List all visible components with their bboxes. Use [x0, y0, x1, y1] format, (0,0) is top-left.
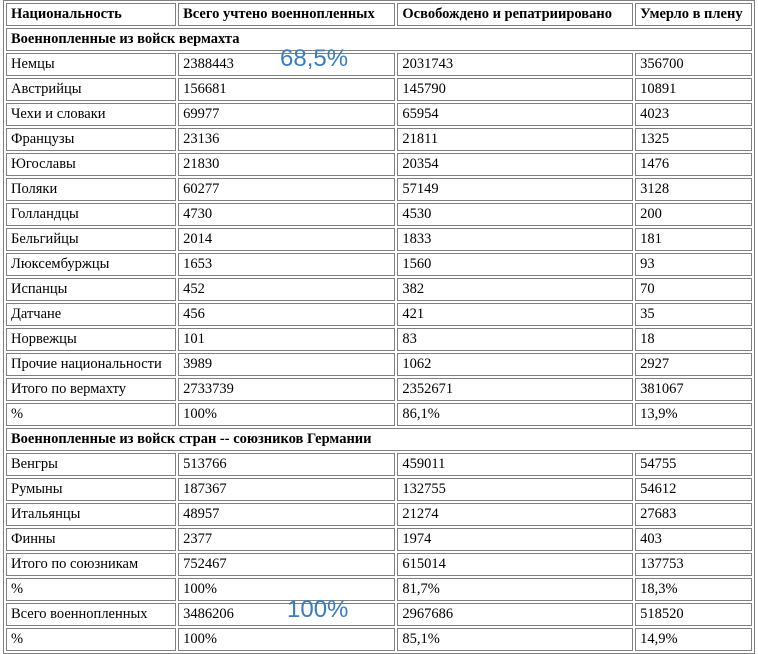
cell-released: 21274 — [397, 503, 633, 526]
cell-died: 93 — [635, 253, 752, 276]
table-row — [6, 478, 752, 501]
cell-nationality: Немцы — [6, 53, 176, 76]
cell-nationality: Испанцы — [6, 278, 176, 301]
table-row — [6, 228, 752, 251]
header-row — [6, 3, 752, 26]
header-nationality: Национальность — [6, 3, 176, 26]
cell-released: 83 — [397, 328, 633, 351]
cell-total-registered: 187367 — [178, 478, 395, 501]
cell-died: 27683 — [635, 503, 752, 526]
section-title: Военнопленные из войск стран -- союзников Германии — [6, 428, 752, 451]
cell-nationality: Поляки — [6, 178, 176, 201]
cell-total-registered: 23136 — [178, 128, 395, 151]
section-header-row — [6, 28, 752, 51]
cell-nationality: Югославы — [6, 153, 176, 176]
cell-nationality: Французы — [6, 128, 176, 151]
cell-total-registered: 156681 — [178, 78, 395, 101]
cell-released: 81,7% — [397, 578, 633, 601]
cell-total-registered: 100% — [178, 628, 395, 651]
cell-died: 18,3% — [635, 578, 752, 601]
table-row — [6, 378, 752, 401]
cell-total-registered: 101 — [178, 328, 395, 351]
cell-total-registered: 2733739 — [178, 378, 395, 401]
cell-died: 181 — [635, 228, 752, 251]
cell-released: 21811 — [397, 128, 633, 151]
cell-total-registered: 1653 — [178, 253, 395, 276]
total-share-annotation: 100% — [287, 596, 349, 623]
cell-nationality: % — [6, 628, 176, 651]
table-row — [6, 78, 752, 101]
cell-nationality: Чехи и словаки — [6, 103, 176, 126]
cell-died: 18 — [635, 328, 752, 351]
cell-total-registered: 4730 — [178, 203, 395, 226]
cell-released: 1833 — [397, 228, 633, 251]
table-row — [6, 178, 752, 201]
table-row — [6, 353, 752, 376]
cell-released: 421 — [397, 303, 633, 326]
cell-died: 14,9% — [635, 628, 752, 651]
cell-released: 382 — [397, 278, 633, 301]
cell-died: 1476 — [635, 153, 752, 176]
cell-nationality: Всего военнопленных — [6, 603, 176, 626]
table-row — [6, 53, 752, 76]
cell-died: 137753 — [635, 553, 752, 576]
cell-nationality: % — [6, 403, 176, 426]
header-released-repatriated: Освобождено и репатриировано — [397, 3, 633, 26]
cell-died: 1325 — [635, 128, 752, 151]
table-row — [6, 578, 752, 601]
cell-released: 145790 — [397, 78, 633, 101]
cell-released: 459011 — [397, 453, 633, 476]
cell-died: 3128 — [635, 178, 752, 201]
table-row — [6, 603, 752, 626]
cell-total-registered: 752467 — [178, 553, 395, 576]
cell-total-registered: 513766 — [178, 453, 395, 476]
cell-total-registered: 452 — [178, 278, 395, 301]
table-row — [6, 628, 752, 651]
cell-released: 86,1% — [397, 403, 633, 426]
cell-total-registered: 21830 — [178, 153, 395, 176]
cell-total-registered: 69977 — [178, 103, 395, 126]
cell-died: 403 — [635, 528, 752, 551]
table-row — [6, 278, 752, 301]
table-row — [6, 253, 752, 276]
cell-released: 2031743 — [397, 53, 633, 76]
cell-nationality: Австрийцы — [6, 78, 176, 101]
cell-released: 4530 — [397, 203, 633, 226]
cell-nationality: Норвежцы — [6, 328, 176, 351]
table-row — [6, 153, 752, 176]
table-row — [6, 453, 752, 476]
cell-total-registered: 48957 — [178, 503, 395, 526]
cell-released: 65954 — [397, 103, 633, 126]
cell-total-registered: 100% — [178, 578, 395, 601]
cell-nationality: Прочие национальности — [6, 353, 176, 376]
cell-nationality: Румыны — [6, 478, 176, 501]
cell-released: 1974 — [397, 528, 633, 551]
cell-nationality: Люксембуржцы — [6, 253, 176, 276]
cell-released: 20354 — [397, 153, 633, 176]
cell-total-registered: 3989 — [178, 353, 395, 376]
cell-died: 200 — [635, 203, 752, 226]
cell-nationality: Датчане — [6, 303, 176, 326]
cell-released: 2352671 — [397, 378, 633, 401]
cell-released: 1560 — [397, 253, 633, 276]
cell-died: 356700 — [635, 53, 752, 76]
cell-nationality: Итальянцы — [6, 503, 176, 526]
cell-died: 54612 — [635, 478, 752, 501]
cell-total-registered: 456 — [178, 303, 395, 326]
table-row — [6, 303, 752, 326]
cell-died: 381067 — [635, 378, 752, 401]
table-row — [6, 403, 752, 426]
cell-nationality: Финны — [6, 528, 176, 551]
table-row — [6, 528, 752, 551]
cell-released: 132755 — [397, 478, 633, 501]
cell-died: 13,9% — [635, 403, 752, 426]
cell-total-registered: 3486206 — [178, 603, 395, 626]
section-header-row — [6, 428, 752, 451]
cell-released: 85,1% — [397, 628, 633, 651]
table-row — [6, 328, 752, 351]
cell-total-registered: 2388443 — [178, 53, 395, 76]
cell-died: 10891 — [635, 78, 752, 101]
cell-released: 1062 — [397, 353, 633, 376]
cell-released: 615014 — [397, 553, 633, 576]
pow-statistics-table — [3, 0, 755, 654]
cell-total-registered: 100% — [178, 403, 395, 426]
table-row — [6, 553, 752, 576]
cell-died: 2927 — [635, 353, 752, 376]
table-row — [6, 203, 752, 226]
cell-died: 35 — [635, 303, 752, 326]
cell-nationality: Голландцы — [6, 203, 176, 226]
cell-died: 54755 — [635, 453, 752, 476]
cell-total-registered: 2014 — [178, 228, 395, 251]
cell-released: 57149 — [397, 178, 633, 201]
cell-died: 518520 — [635, 603, 752, 626]
cell-nationality: Бельгийцы — [6, 228, 176, 251]
table-row — [6, 128, 752, 151]
cell-total-registered: 60277 — [178, 178, 395, 201]
header-died-in-captivity: Умерло в плену — [635, 3, 752, 26]
cell-died: 70 — [635, 278, 752, 301]
cell-nationality: Итого по союзникам — [6, 553, 176, 576]
germans-share-annotation: 68,5% — [280, 45, 349, 72]
header-total-registered: Всего учтено военнопленных — [178, 3, 395, 26]
cell-died: 4023 — [635, 103, 752, 126]
table-row — [6, 103, 752, 126]
cell-nationality: % — [6, 578, 176, 601]
table-row — [6, 503, 752, 526]
cell-nationality: Итого по вермахту — [6, 378, 176, 401]
cell-released: 2967686 — [397, 603, 633, 626]
cell-nationality: Венгры — [6, 453, 176, 476]
cell-total-registered: 2377 — [178, 528, 395, 551]
section-title: Военнопленные из войск вермахта — [6, 28, 752, 51]
